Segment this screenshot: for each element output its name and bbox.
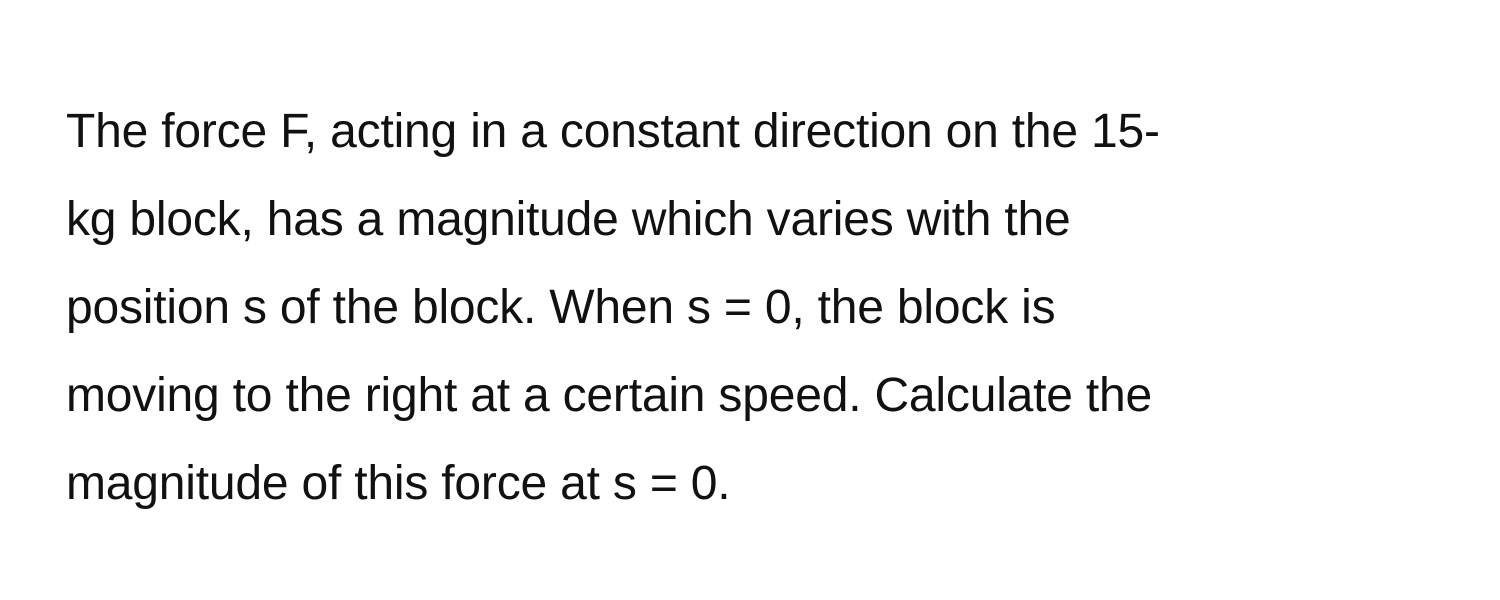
problem-line-3: position s of the block. When s = 0, the block is — [66, 281, 1056, 334]
problem-line-2: kg block, has a magnitude which varies with the — [66, 193, 1071, 246]
problem-line-1: The force F, acting in a constant direction on the 15- — [66, 105, 1160, 158]
problem-line-5: magnitude of this force at s = 0. — [66, 457, 731, 510]
problem-text — [66, 88, 1446, 528]
problem-line-4: moving to the right at a certain speed. Calculate the — [66, 369, 1153, 422]
